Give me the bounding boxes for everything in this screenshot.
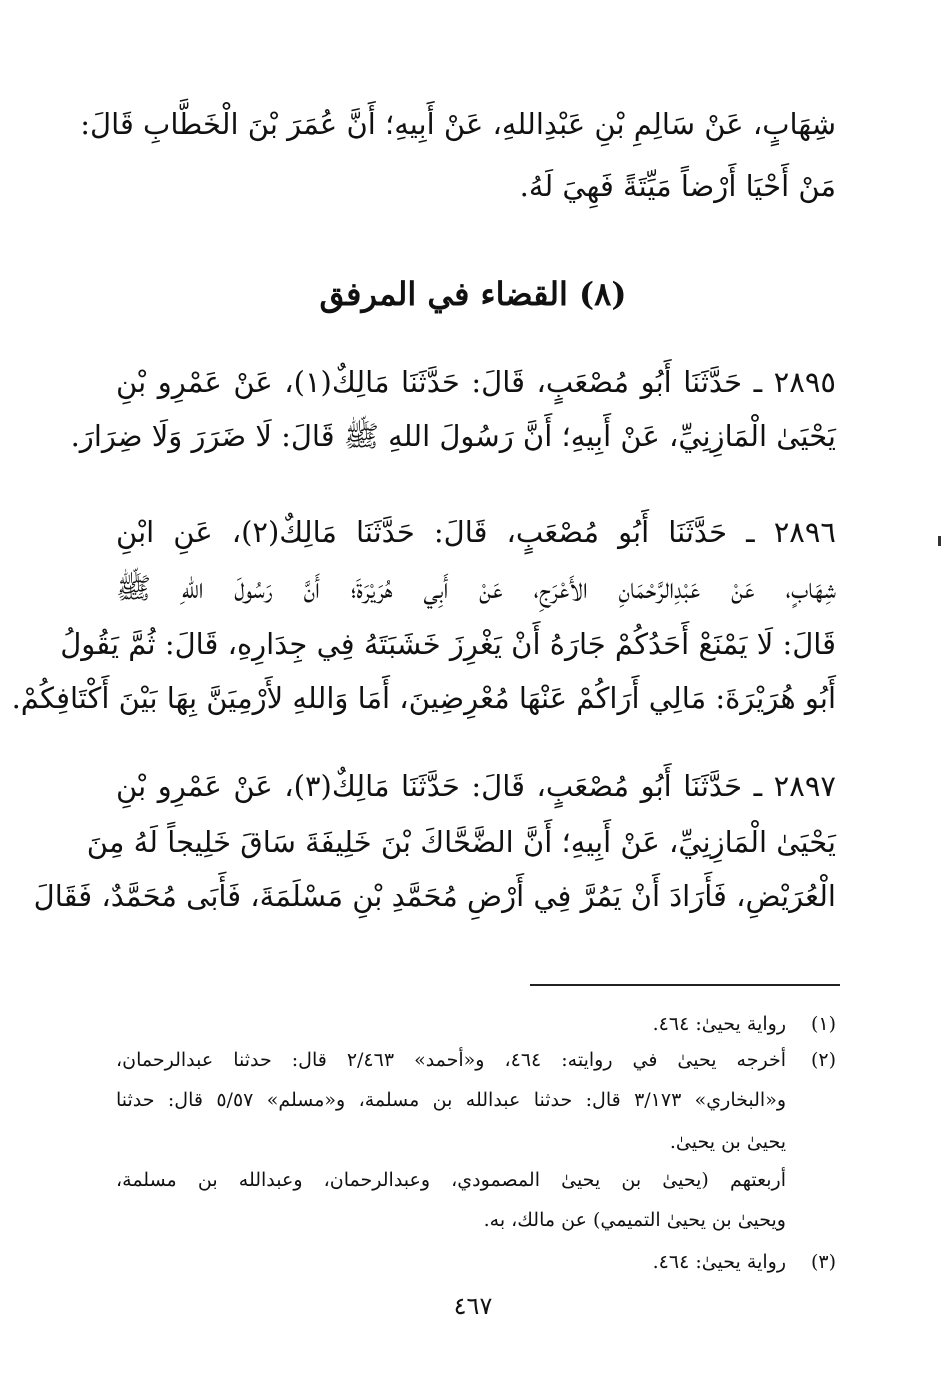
footnote-separator <box>530 984 840 986</box>
hadith-2896-line-1: ٢٨٩٦ ـ حَدَّثَنَا أَبُو مُصْعَبٍ، قَالَ: حَدَّثَنَا مَالِكٌ(٢)، عَنِ ابْنِ <box>116 515 836 549</box>
footnote-2-text-5: ويحيىٰ بن يحيىٰ التميمي) عن مالك، به. <box>483 1209 786 1231</box>
hadith-2897-line-2: يَحْيَىٰ الْمَازِنِيِّ، عَنْ أَبِيهِ؛ أَنَّ الضَّحَّاكَ بْنَ خَلِيفَةَ سَاقَ خَلِيجاً لَهُ مِنَ <box>86 825 836 859</box>
hadith-2897-line-1: ٢٨٩٧ ـ حَدَّثَنَا أَبُو مُصْعَبٍ، قَالَ: حَدَّثَنَا مَالِكٌ(٣)، عَنْ عَمْرِو بْنِ <box>116 769 836 803</box>
footnote-2-line-3 <box>116 1126 836 1158</box>
footnote-2-line-1 <box>116 1044 836 1076</box>
footnote-2-text-2: و«البخاري» ٣/١٧٣ قال: حدثنا عبدالله بن مسلمة، و«مسلم» ٥/٥٧ قال: حدثنا <box>116 1089 787 1111</box>
top-paragraph-line-1: شِهَابٍ، عَنْ سَالِمِ بْنِ عَبْدِاللهِ، عَنْ أَبِيهِ؛ أَنَّ عُمَرَ بْنَ الْخَطَّابِ قَالَ: <box>80 107 836 141</box>
footnote-2-text-4: أربعتهم (يحيىٰ بن يحيىٰ المصمودي، وعبدالرحمان، وعبدالله بن مسلمة، <box>116 1169 786 1191</box>
hadith-2895-line-2: يَحْيَىٰ الْمَازِنِيِّ، عَنْ أَبِيهِ؛ أَنَّ رَسُولَ اللهِ ﷺ قَالَ: لَا ضَرَرَ وَلَا ضِرَارَ. <box>70 419 836 453</box>
footnote-1-text: رواية يحيىٰ: ٤٦٤. <box>652 1013 786 1035</box>
hadith-2896-line-2: شِهَابٍ، عَنْ عَبْدِالرَّحْمَانِ الأَعْرَجِ، عَنْ أَبِي هُرَيْرَةَ؛ أَنَّ رَسُولَ اللهِ ﷺ <box>116 571 836 605</box>
page-number: ٤٦٧ <box>453 1292 493 1320</box>
hadith-2896-line-4: أَبُو هُرَيْرَةَ: مَالِي أَرَاكُمْ عَنْهَا مُعْرِضِينَ، أَمَا وَاللهِ لأَرْمِيَنَّ بِهَا بَيْنَ أَكْتَافِكُمْ. <box>11 681 836 715</box>
footnote-3-number: (٣) <box>810 1251 836 1273</box>
top-paragraph-line-2: مَنْ أَحْيَا أَرْضاً مَيِّتَةً فَهِيَ لَهُ. <box>519 169 836 203</box>
footnote-1 <box>116 1008 836 1040</box>
section-heading: (٨) القضاء في المرفق <box>319 275 627 313</box>
footnote-2-line-2 <box>116 1084 836 1116</box>
hadith-2895-line-1: ٢٨٩٥ ـ حَدَّثَنَا أَبُو مُصْعَبٍ، قَالَ: حَدَّثَنَا مَالِكٌ(١)، عَنْ عَمْرِو بْنِ <box>116 365 836 399</box>
footnote-3 <box>116 1246 836 1278</box>
footnote-3-text: رواية يحيىٰ: ٤٦٤. <box>652 1251 786 1273</box>
hadith-2896-line-3: قَالَ: لَا يَمْنَعْ أَحَدُكُمْ جَارَهُ أَنْ يَغْرِزَ خَشَبَتَهُ فِي جِدَارِهِ، قَالَ: ثُمَّ يَقُولُ <box>60 627 836 661</box>
footnote-2-line-4 <box>116 1164 836 1196</box>
footnote-2-text-1: أخرجه يحيىٰ في روايته: ٤٦٤، و«أحمد» ٢/٤٦٣ قال: حدثنا عبدالرحمان، <box>116 1049 786 1071</box>
hadith-2897-line-3: الْعُرَيْضِ، فَأَرَادَ أَنْ يَمُرَّ فِي أَرْضِ مُحَمَّدِ بْنِ مَسْلَمَةَ، فَأَبَى مُحَمَّدٌ، فَقَالَ <box>33 879 836 913</box>
footnote-2-line-5 <box>116 1204 836 1236</box>
scan-edge-mark <box>938 536 941 546</box>
footnote-2-number: (٢) <box>810 1049 836 1071</box>
footnote-1-number: (١) <box>810 1013 836 1035</box>
footnote-2-text-3: يحيىٰ بن يحيىٰ. <box>669 1131 786 1153</box>
